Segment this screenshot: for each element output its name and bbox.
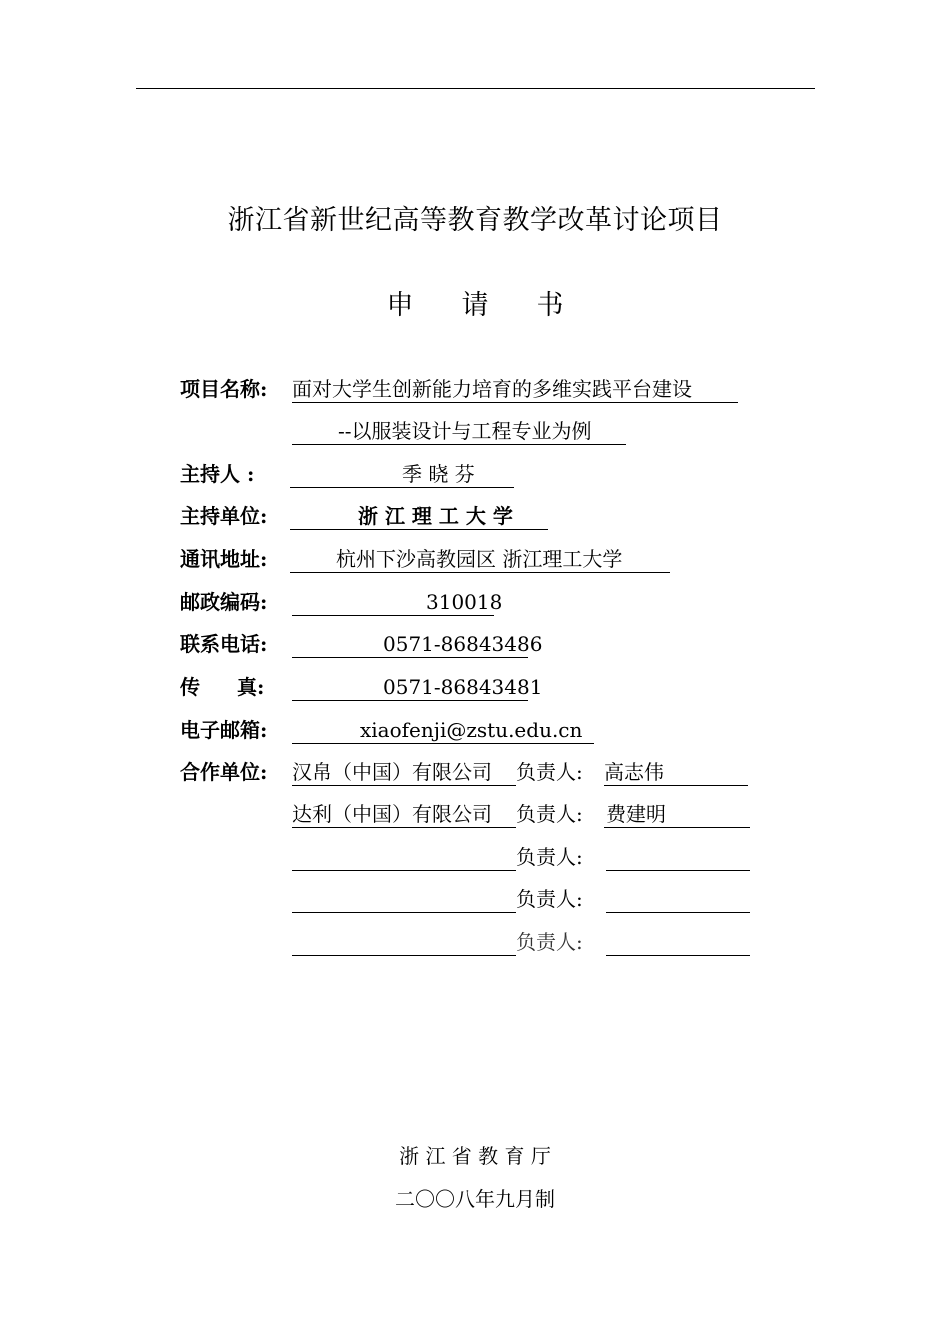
subtitle-char: 申 [386, 290, 414, 321]
partner-resp-label: 负责人: [516, 802, 583, 826]
partner-company: 达利（中国）有限公司 [292, 801, 516, 828]
address-label: 通讯地址: [180, 547, 268, 571]
project-name-value-line1: 面对大学生创新能力培育的多维实践平台建设 [292, 376, 738, 403]
partner-company: 汉帛（中国）有限公司 [292, 759, 516, 786]
issuer: 浙 江 省 教 育 厅 [399, 1144, 551, 1168]
partner-person [606, 886, 750, 913]
partner-company [292, 929, 516, 956]
page-subtitle [0, 283, 950, 322]
phone-value: 0571-86843486 [292, 631, 528, 658]
subtitle-char: 请 [461, 290, 489, 321]
partner-company [292, 886, 516, 913]
project-name-value-line2: --以服装设计与工程专业为例 [292, 418, 626, 445]
phone-label: 联系电话: [180, 632, 268, 656]
partner-resp-label: 负责人: [516, 887, 583, 911]
fax-value: 0571-86843481 [292, 674, 528, 701]
host-value: 季 晓 芬 [290, 461, 514, 488]
fax-label: 传 真: [180, 675, 265, 699]
address-value: 杭州下沙高教园区 浙江理工大学 [290, 546, 670, 573]
host-unit-label: 主持单位: [180, 504, 268, 528]
partner-person [606, 929, 750, 956]
partner-resp-label: 负责人: [516, 845, 583, 869]
partner-person: 高志伟 [604, 759, 748, 786]
page-title: 浙江省新世纪高等教育教学改革讨论项目 [227, 205, 723, 236]
top-rule [136, 88, 815, 89]
host-unit-value: 浙 江 理 工 大 学 [290, 503, 548, 530]
project-name-label: 项目名称: [180, 377, 268, 401]
issue-date: 二〇〇八年九月制 [395, 1187, 555, 1211]
postcode-value: 310018 [292, 589, 494, 616]
partner-resp-label: 负责人: [516, 930, 583, 954]
partner-person [606, 844, 750, 871]
partner-resp-label: 负责人: [516, 760, 583, 784]
subtitle-char: 书 [536, 290, 564, 321]
host-label: 主持人 : [180, 462, 255, 486]
email-value: xiaofenji@zstu.edu.cn [292, 717, 594, 744]
partner-person: 费建明 [604, 801, 750, 828]
partner-company [292, 844, 516, 871]
partner-label: 合作单位: [180, 760, 268, 784]
postcode-label: 邮政编码: [180, 590, 268, 614]
email-label: 电子邮箱: [180, 718, 268, 742]
